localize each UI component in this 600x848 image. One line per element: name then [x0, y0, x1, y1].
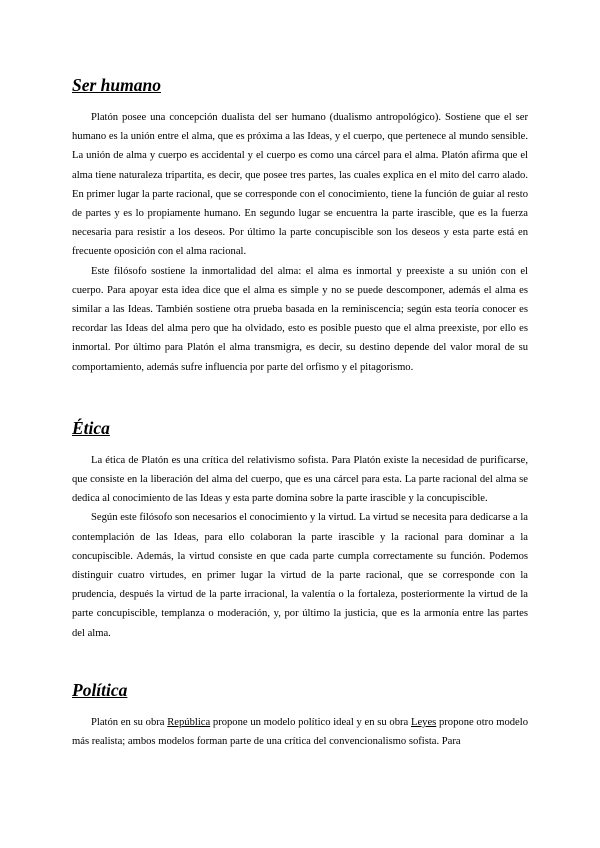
section-heading: Ética	[72, 417, 110, 438]
paragraph	[72, 713, 528, 751]
section-heading: Política	[72, 679, 128, 700]
text-run: propone otro modelo más realista; ambos modelos forman parte de una crítica del convencionalismo sofista. Para	[72, 716, 528, 748]
section-etica	[72, 415, 528, 643]
section-ser-humano	[72, 72, 528, 377]
paragraph: Platón posee una concepción dualista del ser humano (dualismo antropológico). Sostiene que el ser humano es la unión entre el alma, que es próxima a las Ideas, y el cuerpo, que pertenece al mundo sensible. La unión de alma y cuerpo es accidental y el cuerpo es como una cárcel para el alma. Platón afirma que el alma tiene naturaleza tripartita, es decir, que posee tres partes, las cuales explica en el mito del carro alado. En primer lugar la parte racional, que se corresponde con el conocimiento, tiene la función de guiar al resto de partes y es lo propiamente humano. En segundo lugar se encuentra la parte irascible, que es la fuerza necesaria para resistir a los deseos. Por último la parte concupiscible son los deseos y esta parte está en frecuente oposición con el alma racional.	[72, 112, 528, 258]
paragraph: Este filósofo sostiene la inmortalidad del alma: el alma es inmortal y preexiste a su unión con el cuerpo. Para apoyar esta idea dice que el alma es simple y no se puede descomponer, además el alma es similar a las Ideas. También sostiene otra prueba basada en la reminiscencia; según esta teoría conocer es recordar las Ideas del alma pero que ha olvidado, esto es posible puesto que el alma preexiste, por ello es inmortal. Por último para Platón el alma transmigra, es decir, su destino depende del valor moral de su comportamiento, además sufre influencia por parte del orfismo y el pitagorismo.	[72, 265, 528, 373]
section-heading: Ser humano	[72, 75, 161, 95]
paragraph: La ética de Platón es una crítica del relativismo sofista. Para Platón existe la necesidad de purificarse, que consiste en la liberación del alma del cuerpo, que es una cárcel para esta. La parte racional del alma se dedica al conocimiento de las Ideas y esta parte domina sobre la parte irascible y la concupiscible.	[72, 454, 528, 505]
work-title-leyes: Leyes	[410, 716, 437, 728]
text-run: propone un modelo político ideal y en su obra	[210, 716, 411, 728]
text-run: Platón en su obra	[91, 716, 168, 728]
work-title-republica: República	[167, 716, 211, 728]
paragraph: Según este filósofo son necesarios el conocimiento y la virtud. La virtud se necesita para dedicarse a la contemplación de las Ideas, para ello colaboran la parte irascible y la racional para dominar a la concupiscible. Además, la virtud consiste en que cada parte cumpla correctamente su función. Podemos distinguir cuatro virtudes, en primer lugar la virtud de la parte racional, que se corresponde con la prudencia, después la virtud de la parte irracional, la valentía o la fortaleza, posteriormente la virtud de la parte concupiscible, templanza o moderación, y, por último la justicia, que es la armonía entre las partes del alma.	[72, 512, 528, 639]
section-politica	[72, 677, 528, 751]
